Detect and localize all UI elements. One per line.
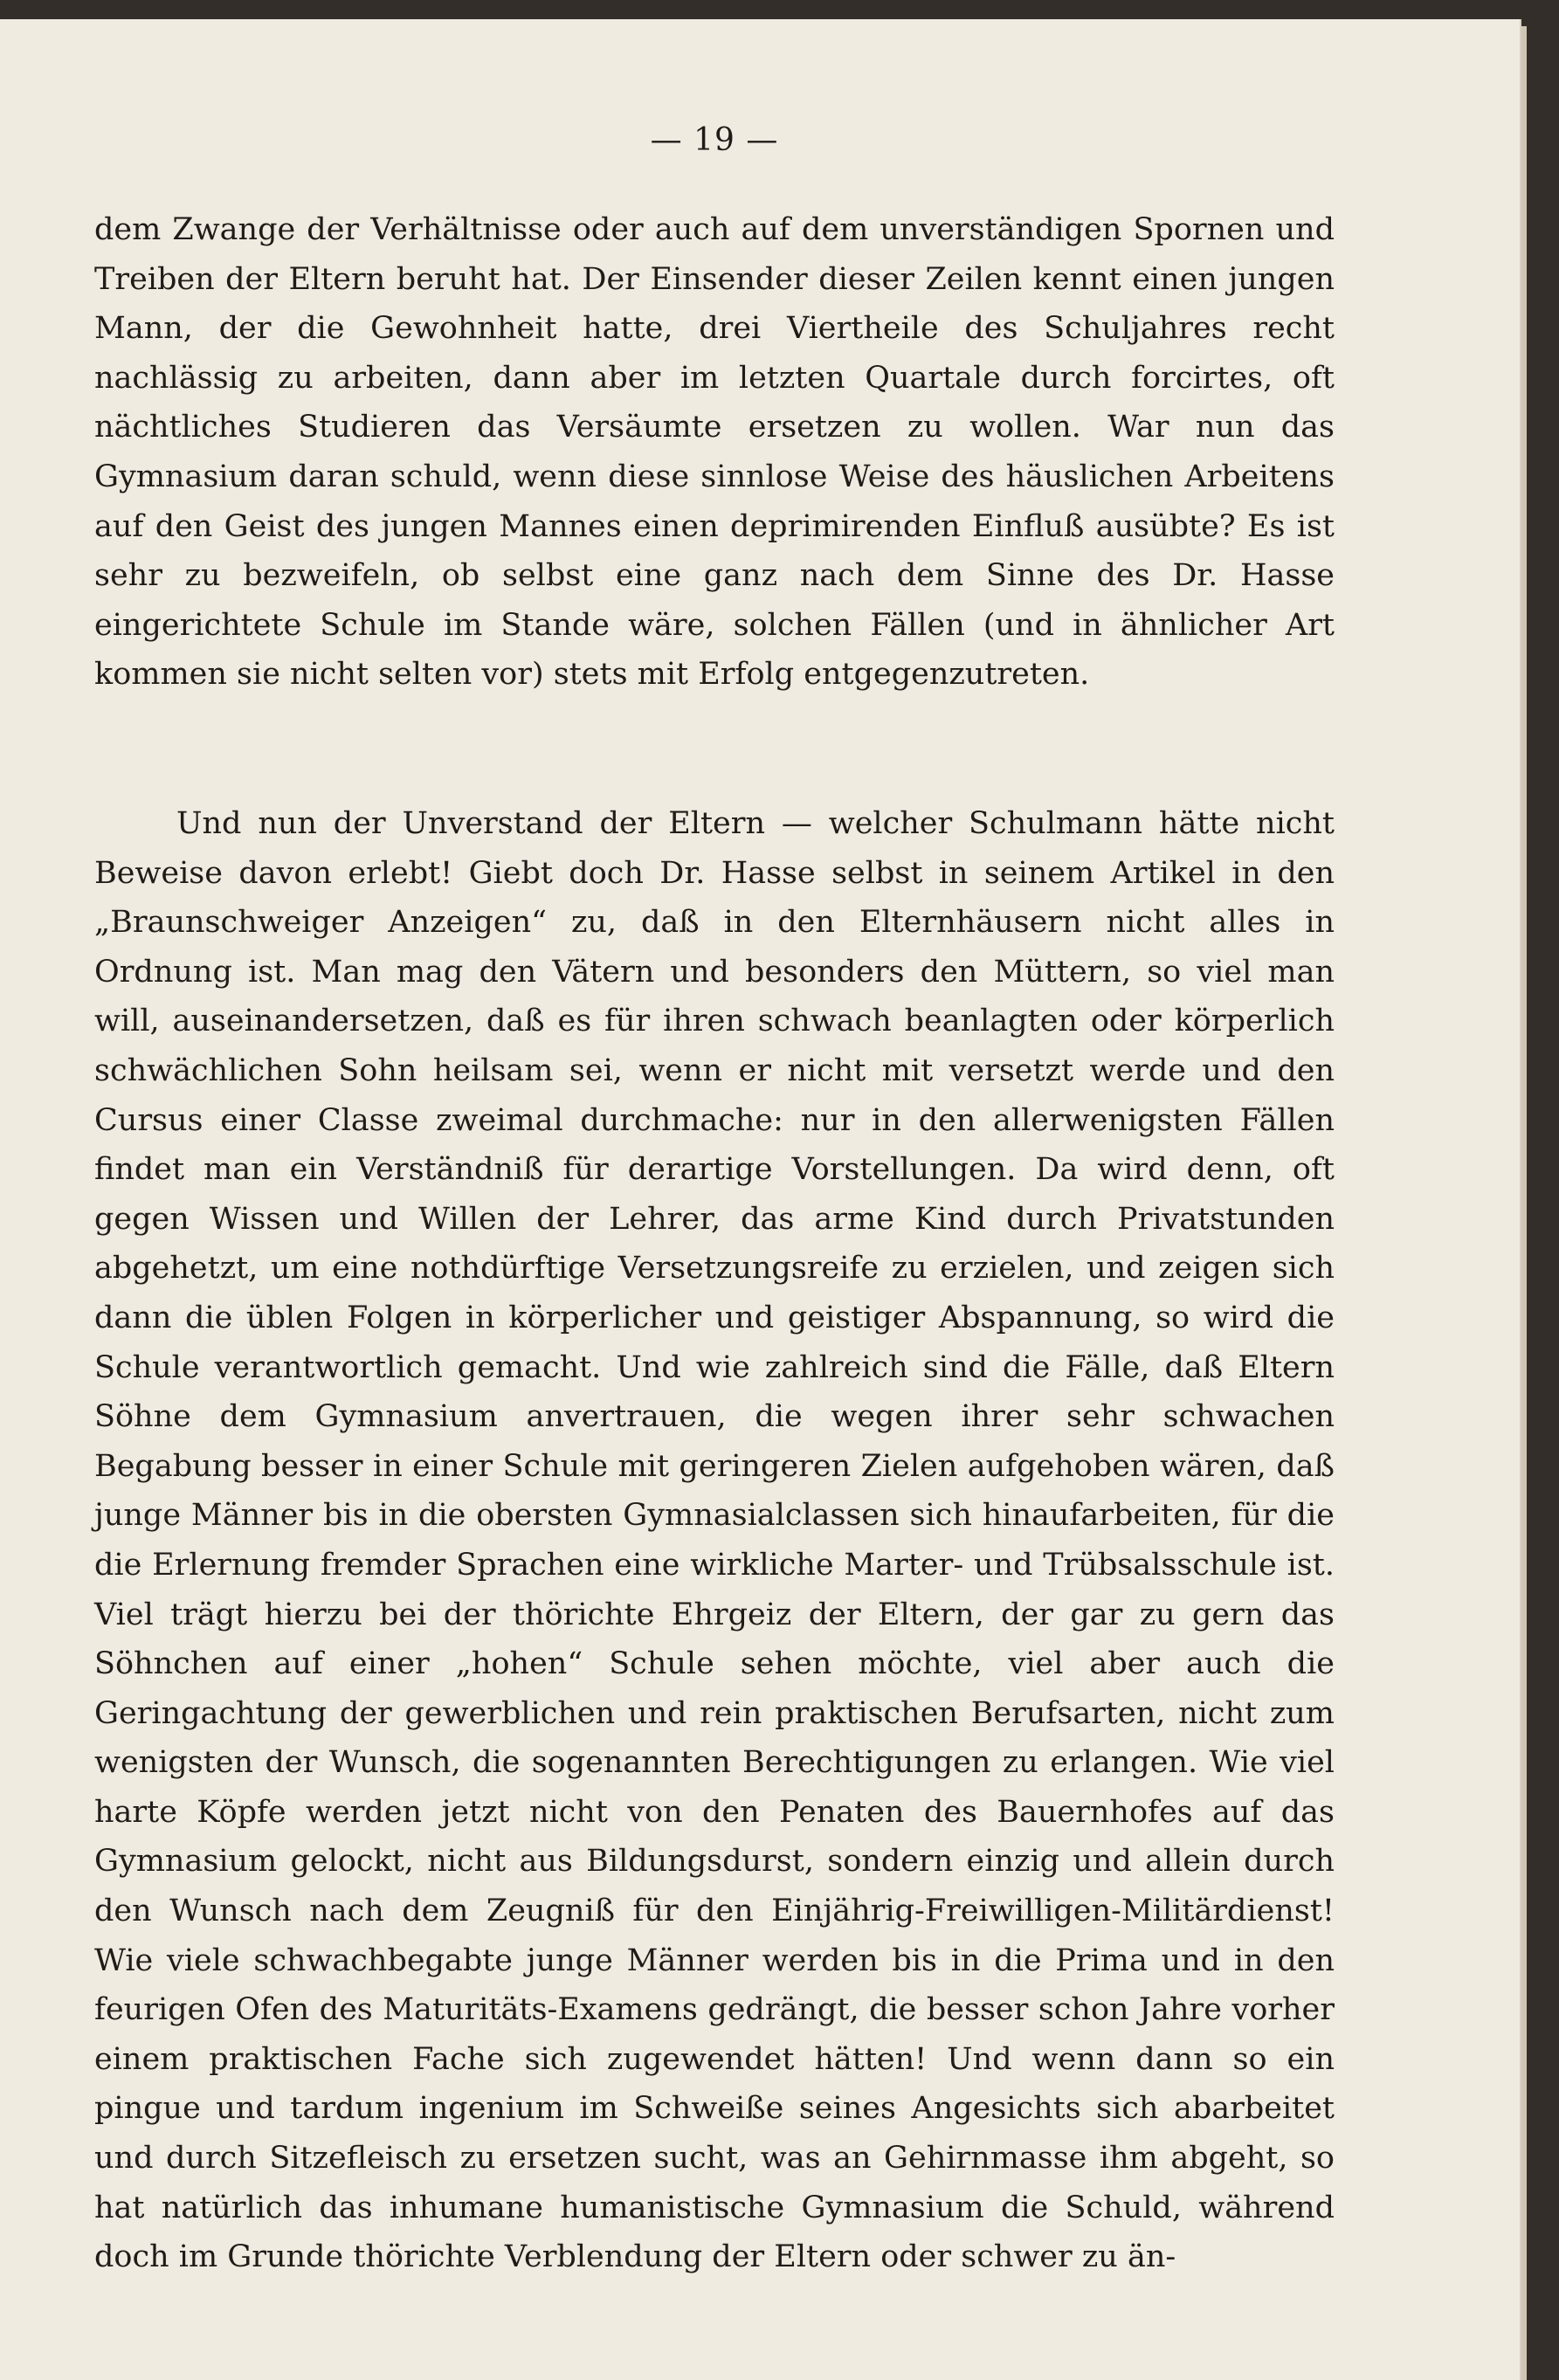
- paragraph-main: Und nun der Unverstand der Eltern — welcher Schulmann hätte nicht Beweise davon erlebt! Giebt doch Dr. Hasse selbst in seinem Artikel in den „Braunschweiger Anzeigen“ zu, daß in den Elternhäusern nicht alles in Ordnung ist. Man mag den Vätern und besonders den Müttern, so viel man will, auseinandersetzen, daß es für ihren schwach beanlagten oder körperlich schwächlichen Sohn heilsam sei, wenn er nicht mit versetzt werde und den Cursus einer Classe zweimal durchmache: nur in den allerwenigsten Fällen findet man ein Verständniß für derartige Vorstellungen. Da wird denn, oft gegen Wissen und Willen der Lehrer, das arme Kind durch Privatstunden abgehetzt, um eine nothdürftige Versetzungsreife zu erzielen, und zeigen sich dann die üblen Folgen in körperlicher und geistiger Abspannung, so wird die Schule verantwortlich gemacht. Und wie zahlreich sind die Fälle, daß Eltern Söhne dem Gymnasium anvertrauen, die wegen ihrer sehr schwachen Begabung besser in einer Schule mit geringeren Zielen aufgehoben wären, daß junge Männer bis in die obersten Gymnasialclassen sich hinaufarbeiten, für die die Erlernung fremder Sprachen eine wirkliche Marter- und Trübsalsschule ist. Viel trägt hierzu bei der thörichte Ehrgeiz der Eltern, der gar zu gern das Söhnchen auf einer „hohen“ Schule sehen möchte, viel aber auch die Geringachtung der gewerblichen und rein praktischen Berufsarten, nicht zum wenigsten der Wunsch, die sogenannten Berechtigungen zu erlangen. Wie viel harte Köpfe werden jetzt nicht von den Penaten des Bauernhofes auf das Gymnasium gelockt, nicht aus Bildungsdurst, sondern einzig und allein durch den Wunsch nach dem Zeugniß für den Einjährig-Freiwilligen-Militärdienst! Wie viele schwachbegabte junge Männer werden bis in die Prima und in den feurigen Ofen des Maturitäts-Examens gedrängt, die besser schon Jahre vorher einem praktischen Fache sich zugewendet hätten! Und wenn dann so ein pingue und tardum ingenium im Schweiße seines Angesichts sich abarbeitet und durch Sitzefleisch zu ersetzen sucht, was an Gehirnmasse ihm abgeht, so hat natürlich das inhumane humanistische Gymnasium die Schuld, während doch im Grunde thörichte Verblendung der Eltern oder schwer zu än-: [94, 806, 1335, 2275]
- paragraph-continuation: dem Zwange der Verhältnisse oder auch auf dem unverständigen Spornen und Treiben der Eltern beruht hat. Der Einsender dieser Zeilen kennt einen jungen Mann, der die Gewohnheit hatte, drei Viertheile des Schuljahres recht nachlässig zu arbeiten, dann aber im letzten Quartale durch forcirtes, oft nächtliches Studieren das Versäumte ersetzen zu wollen. War nun das Gymnasium daran schuld, wenn diese sinnlose Weise des häuslichen Arbeitens auf den Geist des jungen Mannes einen deprimirenden Einfluß ausübte? Es ist sehr zu bezweifeln, ob selbst eine ganz nach dem Sinne des Dr. Hasse eingerichtete Schule im Stande wäre, solchen Fällen (und in ähnlicher Art kommen sie nicht selten vor) stets mit Erfolg entgegenzutreten.: [94, 212, 1335, 693]
- page-edge: [1521, 26, 1527, 2380]
- book-page: [0, 19, 1521, 2380]
- page-number: — 19 —: [650, 122, 779, 158]
